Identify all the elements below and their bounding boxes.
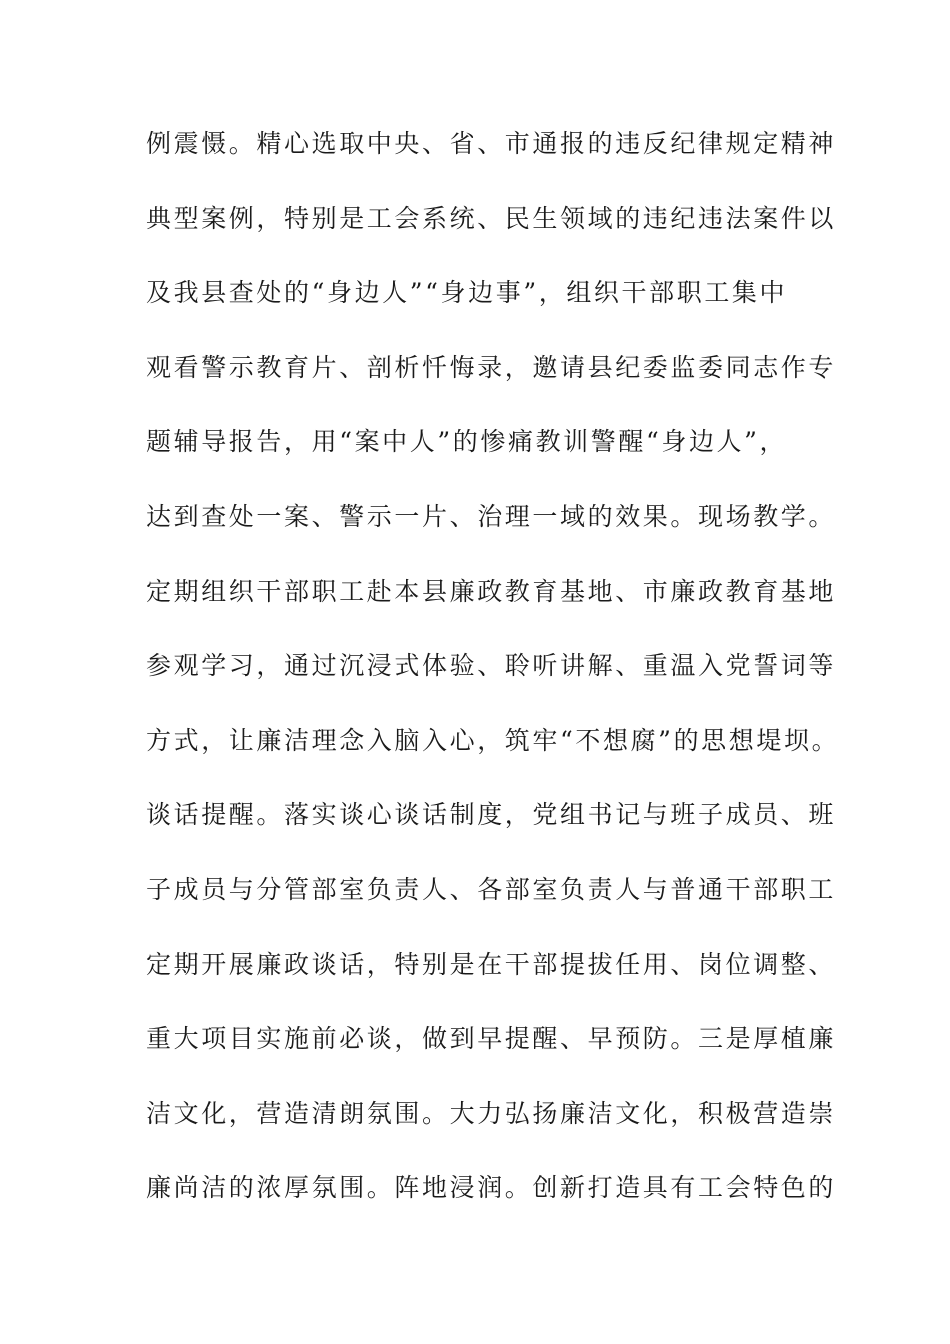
text-line: 重大项目实施前必谈，做到早提醒、早预防。三是厚植廉 xyxy=(146,1024,837,1054)
text-line: 及我县查处的“身边人”“身边事”，组织干部职工集中 xyxy=(146,278,788,308)
text-line: 典型案例，特别是工会系统、民生领域的违纪违法案件以 xyxy=(146,203,837,233)
text-line: 廉尚洁的浓厚氛围。阵地浸润。创新打造具有工会特色的 xyxy=(146,1173,837,1203)
text-line: 观看警示教育片、剖析忏悔录，邀请县纪委监委同志作专 xyxy=(146,352,837,382)
text-line: 参观学习，通过沉浸式体验、聆听讲解、重温入党誓词等 xyxy=(146,651,837,681)
text-line: 定期开展廉政谈话，特别是在干部提拔任用、岗位调整、 xyxy=(146,949,837,979)
text-line: 定期组织干部职工赴本县廉政教育基地、市廉政教育基地 xyxy=(146,576,837,606)
text-line: 洁文化，营造清朗氛围。大力弘扬廉洁文化，积极营造崇 xyxy=(146,1098,837,1128)
text-line: 子成员与分管部室负责人、各部室负责人与普通干部职工 xyxy=(146,874,837,904)
text-line: 方式，让廉洁理念入脑入心，筑牢“不想腐”的思想堤坝。 xyxy=(146,725,840,755)
text-line: 题辅导报告，用“案中人”的惨痛教训警醒“身边人”， xyxy=(146,427,788,457)
text-line: 达到查处一案、警示一片、治理一域的效果。现场教学。 xyxy=(146,501,837,531)
text-line: 谈话提醒。落实谈心谈话制度，党组书记与班子成员、班 xyxy=(146,800,837,830)
text-line: 例震慑。精心选取中央、省、市通报的违反纪律规定精神 xyxy=(146,129,837,158)
body-text xyxy=(146,121,846,1240)
